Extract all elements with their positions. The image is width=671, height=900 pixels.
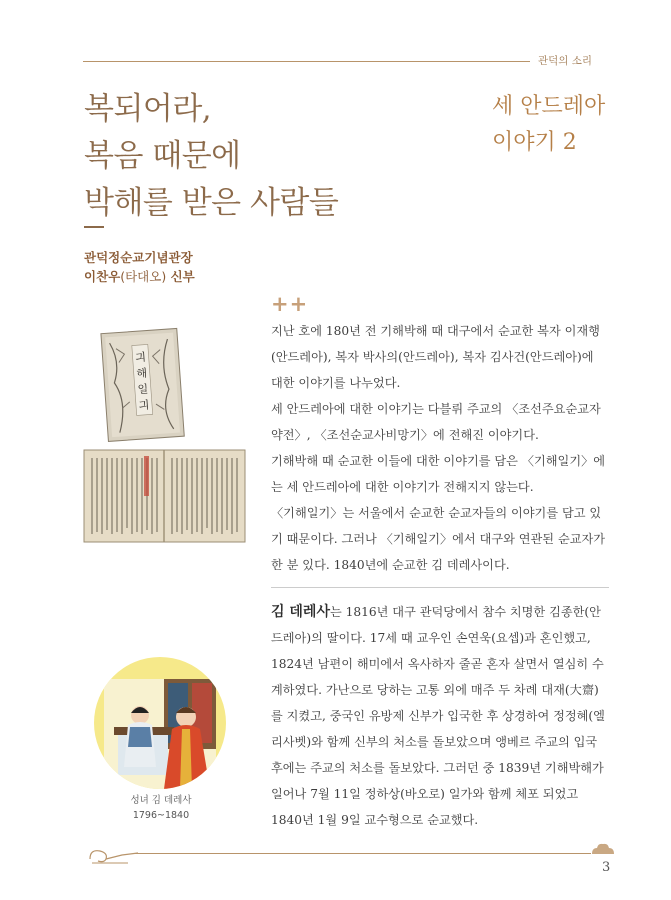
title-dash xyxy=(84,226,104,228)
teresa-paragraph xyxy=(271,599,609,833)
author-title: 신부 xyxy=(166,269,195,284)
book-cover-char-1: 긔 xyxy=(134,350,147,365)
author-name xyxy=(84,267,195,286)
book-cover-char-2: 해 xyxy=(136,366,148,381)
book-cover-char-4: 긔 xyxy=(138,398,150,413)
portrait-caption-name: 성녀 김 데레사 xyxy=(130,795,192,806)
manuscript-book-image xyxy=(82,322,247,547)
title-line-1: 복되어라, xyxy=(84,91,212,127)
series-line-1: 세 안드레아 xyxy=(492,94,606,119)
footer-rule xyxy=(133,853,591,854)
author-name-main: 이찬우 xyxy=(84,269,121,284)
intro-paragraph: 기해박해 때 순교한 이들에 대한 이야기를 담은 〈기해일기〉에는 세 안드레아에 대한 이야기가 전해지지 않는다. xyxy=(271,454,606,494)
footer-swirl-icon xyxy=(88,843,138,865)
title-line-2: 복음 때문에 xyxy=(84,138,241,174)
series-title xyxy=(492,89,605,161)
saint-teresa-portrait-image xyxy=(94,657,226,789)
intro-text xyxy=(271,318,609,578)
author-block xyxy=(84,248,195,286)
book-cover-char-3: 일 xyxy=(137,382,149,397)
author-affiliation: 관덕정순교기념관장 xyxy=(84,250,193,265)
intro-paragraph: 지난 호에 180년 전 기해박해 때 대구에서 순교한 복자 이재행(안드레아), 복자 박사의(안드레아), 복자 김사건(안드레아)에 대한 이야기를 나누었다. xyxy=(271,324,600,390)
title-line-3: 박해를 받은 사람들 xyxy=(84,185,339,221)
section-label: 관덕의 소리 xyxy=(538,55,593,67)
article-title xyxy=(84,86,338,227)
author-baptismal-name: (타대오) xyxy=(120,269,167,284)
teresa-subhead: 김 데레사 xyxy=(271,604,330,620)
section-divider xyxy=(271,587,609,588)
intro-paragraph: 세 안드레아에 대한 이야기는 다블뤼 주교의 〈조선주요순교자약전〉, 〈조선순교사비망기〉에 전해진 이야기다. xyxy=(271,402,601,442)
teresa-text xyxy=(271,599,609,833)
portrait-caption xyxy=(97,793,225,823)
footer-cloud-icon xyxy=(591,842,615,856)
intro-paragraph: 〈기해일기〉는 서울에서 순교한 순교자들의 이야기를 담고 있기 때문이다. 그러나 〈기해일기〉에서 대구와 연관된 순교자가 한 분 있다. 1840년에 순교한 김 데레사이다. xyxy=(271,506,606,572)
page-number: 3 xyxy=(602,860,611,875)
cross-ornament-icon: ++ xyxy=(271,292,309,316)
teresa-body: 는 1816년 대구 관덕당에서 참수 치명한 김종한(안드레아)의 딸이다. 17세 때 교우인 손연욱(요셉)과 혼인했고, 1824년 남편이 해미에서 옥사하자 줄곧 혼자 살면서 열심히 수계하였다. 가난으로 당하는 고통 외에 매주 두 차례 대재(大齋)를 지켰고, 중국인 유방제 신부가 입국한 후 상경하여 정정혜(엘리사벳)와 함께 신부의 처소를 돌보았으며 앵베르 주교의 입국 후에는 주교의 처소를 돌보았다. 그러던 중 1839년 기해박해가 일어나 7월 11일 정하상(바오로) 일가와 함께 체포 되었고 1840년 1월 9일 교수형으로 순교했다. xyxy=(271,605,605,827)
series-line-2: 이야기 2 xyxy=(492,130,577,155)
header-rule xyxy=(83,61,530,62)
portrait-caption-years: 1796~1840 xyxy=(132,810,190,821)
